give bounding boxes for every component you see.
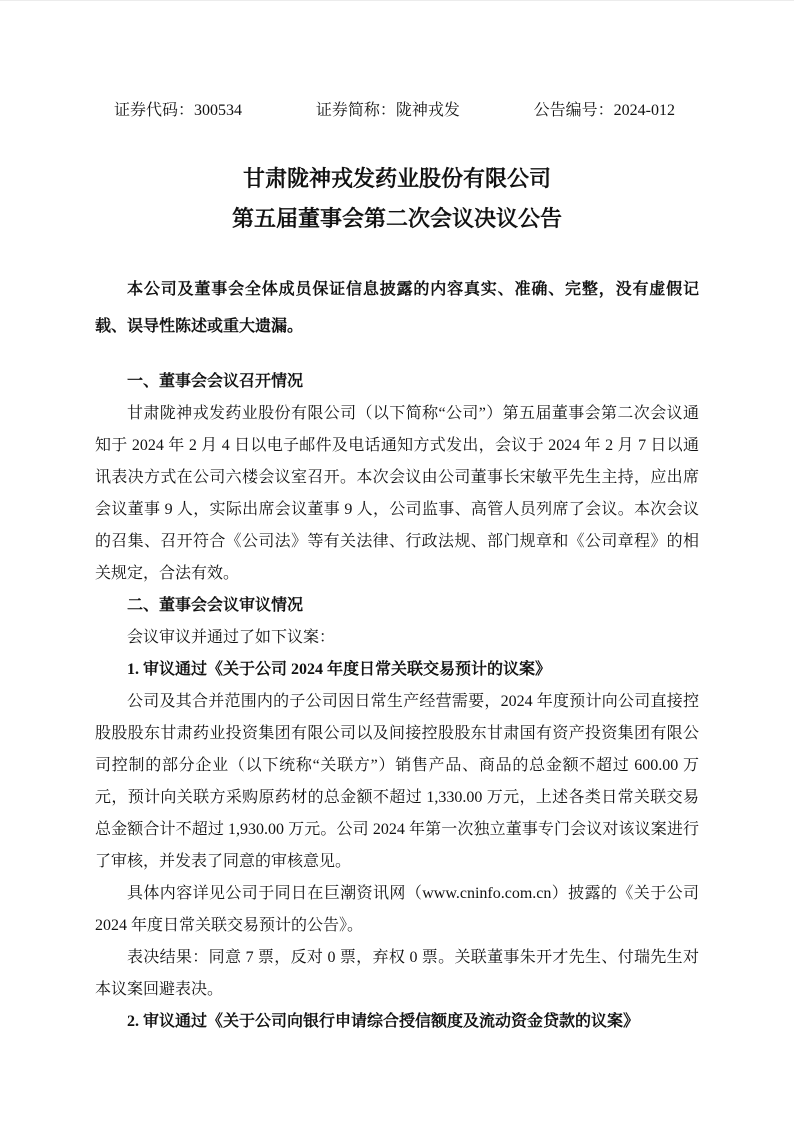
section2-heading: 二、董事会会议审议情况: [127, 597, 304, 614]
stock-name: 证券简称：陇神戎发: [315, 102, 460, 119]
announcement-title: 第五届董事会第二次会议决议公告: [231, 206, 562, 231]
resolution-item2-heading: 2. 审议通过《关于公司向银行申请综合授信额度及流动资金贷款的议案》: [127, 1013, 640, 1030]
stock-code: 证券代码：300534: [114, 102, 243, 119]
disclaimer-statement: 本公司及董事会全体成员保证信息披露的内容真实、准确、完整，没有虚假记载、误导性陈述或重大遗漏。: [95, 281, 699, 335]
resolution-item1-paragraph-2: 具体内容详见公司于同日在巨潮资讯网（www.cninfo.com.cn）披露的《关于公司 2024 年度日常关联交易预计的公告》。: [95, 885, 699, 934]
section2-intro: 会议审议并通过了如下议案：: [127, 629, 336, 646]
resolution-item1-vote-result: 表决结果：同意 7 票，反对 0 票，弃权 0 票。关联董事朱开才先生、付瑞先生对本议案回避表决。: [95, 949, 699, 998]
resolution-item1-heading: 1. 审议通过《关于公司 2024 年度日常关联交易预计的议案》: [127, 661, 552, 678]
section1-paragraph: 甘肃陇神戎发药业股份有限公司（以下简称“公司”）第五届董事会第二次会议通知于 2024 年 2 月 4 日以电子邮件及电话通知方式发出，会议于 2024 年 2 月 7 日以通讯表决方式在公司六楼会议室召开。本次会议由公司董事长宋敏平先生主持，应出席会议董事 9 人，实际出席会议董事 9 人，公司监事、高管人员列席了会议。本次会议的召集、召开符合《公司法》等有关法律、行政法规、部门规章和《公司章程》的相关规定，合法有效。: [95, 405, 699, 582]
document-header: [95, 101, 699, 121]
announcement-number: 公告编号：2024-012: [533, 102, 675, 119]
title-block: [95, 159, 699, 239]
resolution-item1-paragraph-1: 公司及其合并范围内的子公司因日常生产经营需要，2024 年度预计向公司直接控股股股东甘肃药业投资集团有限公司以及间接控股股东甘肃国有资产投资集团有限公司控制的部分企业（以下统称“关联方”）销售产品、商品的总金额不超过 600.00 万元，预计向关联方采购原药材的总金额不超过 1,330.00 万元，上述各类日常关联交易总金额合计不超过 1,930.00 万元。公司 2024 年第一次独立董事专门会议对该议案进行了审核，并发表了同意的审核意见。: [95, 693, 699, 870]
company-name-title: 甘肃陇神戎发药业股份有限公司: [242, 166, 551, 191]
section1-heading: 一、董事会会议召开情况: [127, 373, 304, 390]
